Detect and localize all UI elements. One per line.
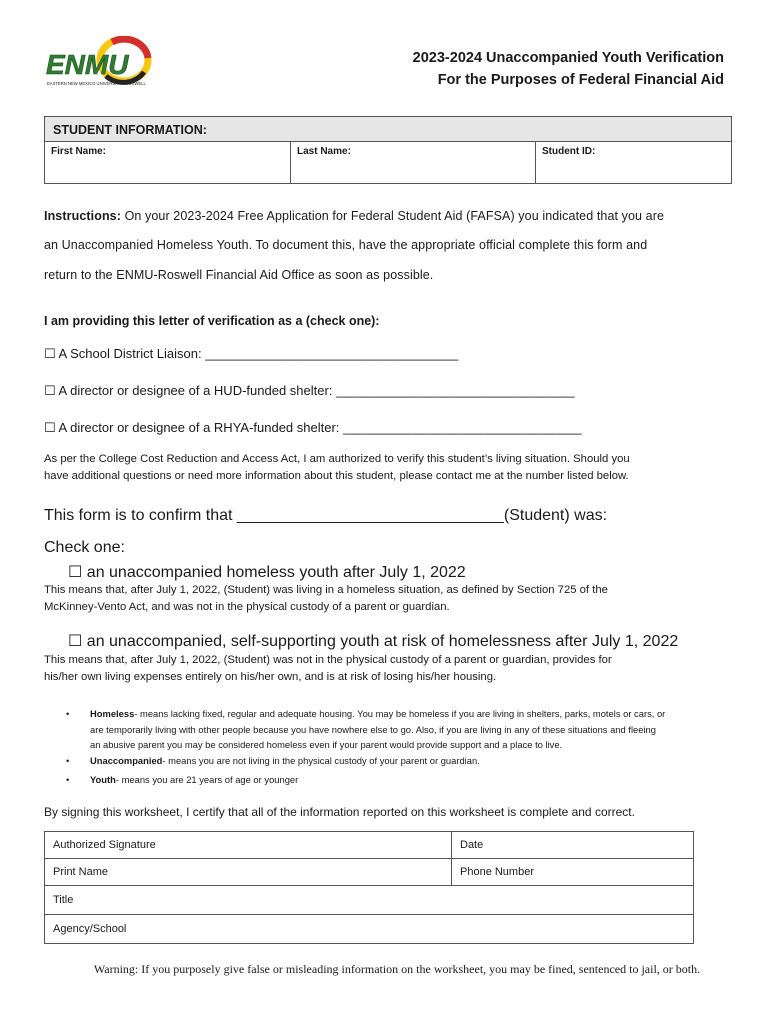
instructions-line3: return to the ENMU-Roswell Financial Aid Office as soon as possible. [44,268,434,282]
student-id-label: Student ID: [542,146,596,157]
instructions-line1: Instructions: On your 2023-2024 Free Application for Federal Student Aid (FAFSA) you indicated that you are [44,209,665,223]
act-statement-line1: As per the College Cost Reduction and Access Act, I am authorized to verify this student’s living situation. Should you [44,453,630,465]
certify-statement: By signing this worksheet, I certify that all of the information reported on this worksheet is complete and correct. [44,805,635,819]
authorized-signature-field[interactable]: Authorized Signature [45,832,452,859]
option-unaccompanied-homeless[interactable]: ☐ an unaccompanied homeless youth after July 1, 2022 [68,564,466,581]
phone-number-field[interactable]: Phone Number [452,859,694,886]
verification-heading: I am providing this letter of verification as a (check one): [44,314,380,328]
student-id-field[interactable] [536,142,731,183]
option2-description-line2: his/her own living expenses entirely on his/her own, and is at risk of losing his/her housing. [44,671,497,683]
bullet: • [66,755,70,766]
confirm-student-line[interactable]: This form is to confirm that ______________________________(Student) was: [44,507,608,524]
instructions-label: Instructions: [44,209,121,223]
form-title-line2: For the Purposes of Federal Financial Aid [437,72,724,88]
definition-homeless: • Homeless- means lacking fixed, regular and adequate housing. You may be homeless if you are living in shelters, parks, motels or cars, or are temporarily living with other people because you have nowhere else to go. Also, if you are living in any of these situations and fleeing an abusive parent you may be considered homeless even if your parent would provide support and a place to live. [66,708,666,750]
print-name-field[interactable]: Print Name [45,859,452,886]
act-statement-line2: have additional questions or need more information about this student, please contact me at the number listed below. [44,470,629,482]
option1-description-line1: This means that, after July 1, 2022, (Student) was living in a homeless situation, as defined by Section 725 of the [44,584,608,596]
warning-statement: Warning: If you purposely give false or misleading information on the worksheet, you may be fined, sentenced to jail, or both. [93,962,701,976]
student-information-heading: STUDENT INFORMATION: [45,117,731,142]
enmu-logo [44,36,160,92]
bullet: • [66,708,70,719]
definition-youth: • Youth- means you are 21 years of age or younger [66,772,736,788]
instructions-line2: an Unaccompanied Homeless Youth. To document this, have the appropriate official complete this form and [44,238,648,252]
agency-school-field[interactable]: Agency/School [45,915,694,944]
option1-description-line2: McKinney-Vento Act, and was not in the physical custody of a parent or guardian. [44,601,450,613]
student-information-box [44,116,732,184]
option-rhya-shelter[interactable]: ☐ A director or designee of a RHYA-funded shelter: _________________________________ [44,420,582,435]
form-title-line1: 2023-2024 Unaccompanied Youth Verification [412,50,724,66]
option-self-supporting-at-risk[interactable]: ☐ an unaccompanied, self-supporting youth at risk of homelessness after July 1, 2022 [68,633,679,650]
signature-table [44,831,694,944]
last-name-field[interactable] [291,142,535,183]
first-name-field[interactable] [45,142,290,183]
option-school-district-liaison[interactable]: ☐ A School District Liaison: ___________________________________ [44,346,459,361]
title-field[interactable]: Title [45,886,694,915]
logo-text: ENMU [46,49,129,80]
date-field[interactable]: Date [452,832,694,859]
check-one-label: Check one: [44,539,125,556]
bullet: • [66,774,70,785]
option-hud-shelter[interactable]: ☐ A director or designee of a HUD-funded shelter: _________________________________ [44,383,575,398]
last-name-label: Last Name: [297,146,351,157]
first-name-label: First Name: [51,146,107,157]
definition-unaccompanied: • Unaccompanied- means you are not living in the physical custody of your parent or guardian. [66,753,736,769]
logo-subtitle: EASTERN NEW MEXICO UNIVERSITY · ROSWELL [47,81,146,86]
option2-description-line1: This means that, after July 1, 2022, (Student) was not in the physical custody of a parent or guardian, provides for [44,654,612,666]
